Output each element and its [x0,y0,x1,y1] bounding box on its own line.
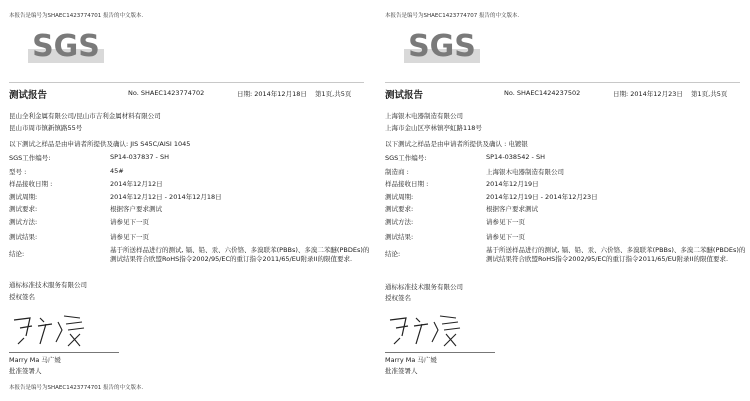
report-right [376,0,748,401]
signatory-label: 授权签名 [9,293,35,301]
bottom-note: 本报告是编号为SHAEC1423774701 报告的中文版本. [9,385,144,391]
row-value: 请参见下一页 [110,233,149,241]
approver-label: 批准签署人 [385,367,418,375]
handwritten-signature [386,308,466,348]
approver-label: 批准签署人 [9,367,42,375]
conclusion-label: 结论: [9,250,25,258]
row-value: 根据客户要求测试 [486,205,538,213]
row-value: 2014年12月19日 [486,180,539,188]
signer-name: Marry Ma 马广媛 [9,356,61,364]
report-date: 日期: 2014年12月18日 [237,90,307,98]
sgs-logo [404,25,480,63]
svg-text:SGS: SGS [408,29,476,63]
row-label: 测试要求: [9,205,38,213]
row-label: SGS工作编号: [9,154,51,162]
row-label: SGS工作编号: [385,154,427,162]
report-header [9,88,369,100]
page-indicator: 第1页,共5页 [691,90,728,98]
conclusion-text: 基于所送样品进行的测试, 镉、铅、汞、六价铬、多溴联苯(PBBs)、多溴二苯醚(PBDEs)的测试结果符合欧盟RoHS指令2002/95/EC的重订指令2011/65/EU附录II的限值要求. [486,246,746,263]
company-name: 昆山全利金属有限公司/昆山市吉利金属材料有限公司 [9,112,161,120]
row-label: 样品接收日期 : [9,180,53,188]
handwritten-signature [10,308,90,348]
row-value: 2014年12月19日 - 2014年12月23日 [486,193,598,201]
row-label: 测试方法: [385,218,414,226]
signature-line [385,352,495,353]
report-title: 测试报告 [385,90,424,101]
signatory-label: 授权签名 [385,294,411,302]
conclusion-label: 结论: [385,250,401,258]
company-address: 昆山市周市镇新镇路55号 [9,124,83,132]
row-label: 测试结果: [9,233,38,241]
top-note: 本报告是编号为SHAEC1423774707 报告的中文版本. [385,13,520,19]
row-label: 测试周期: [9,193,38,201]
row-value: 根据客户要求测试 [110,205,162,213]
signature-line [9,352,119,353]
row-value: 请参见下一页 [110,218,149,226]
page-indicator: 第1页,共5页 [315,90,352,98]
row-label: 测试要求: [385,205,414,213]
row-label: 型号 : [9,168,27,176]
header-rule [9,82,364,83]
row-value: 上海银木电器制造有限公司 [486,168,564,176]
row-label: 测试周期: [385,193,414,201]
report-number: No. SHAEC1424237502 [504,89,581,97]
company-name: 上海银木电器制造有限公司 [385,112,463,120]
row-label: 制造商 : [385,168,409,176]
row-value: 请参见下一页 [486,233,525,241]
row-value: 2014年12月12日 - 2014年12月18日 [110,193,222,201]
report-header [385,88,745,100]
service-company: 通标标准技术服务有限公司 [9,281,87,289]
service-company: 通标标准技术服务有限公司 [385,283,463,291]
company-address: 上海市金山区亭林镇亭虹路118号 [385,124,482,132]
row-label: 测试结果: [385,233,414,241]
report-title: 测试报告 [9,90,48,101]
row-value: 2014年12月12日 [110,180,163,188]
sample-intro: 以下测试之样品是由申请者所提供及确认 : 电镀银 [385,140,528,148]
row-value: SP14-037837 - SH [110,153,169,161]
row-label: 样品接收日期 : [385,180,429,188]
row-value: SP14-038542 - SH [486,153,545,161]
report-left [0,0,372,401]
conclusion-text: 基于所送样品进行的测试, 镉、铅、汞、六价铬、多溴联苯(PBBs)、多溴二苯醚(PBDEs)的测试结果符合欧盟RoHS指令2002/95/EC的重订指令2011/65/EU附录II的限值要求. [110,246,370,263]
report-date: 日期: 2014年12月23日 [613,90,683,98]
row-value: 45# [110,167,124,175]
row-label: 测试方法: [9,218,38,226]
sample-intro: 以下测试之样品是由申请者所提供及确认: JIS S45C/AISI 1045 [9,140,191,148]
signer-name: Marry Ma 马广媛 [385,356,437,364]
sgs-logo [28,25,104,63]
report-number: No. SHAEC1423774702 [128,89,205,97]
svg-text:SGS: SGS [32,29,100,63]
row-value: 请参见下一页 [486,218,525,226]
header-rule [385,82,740,83]
top-note: 本报告是编号为SHAEC1423774701 报告的中文版本. [9,13,144,19]
